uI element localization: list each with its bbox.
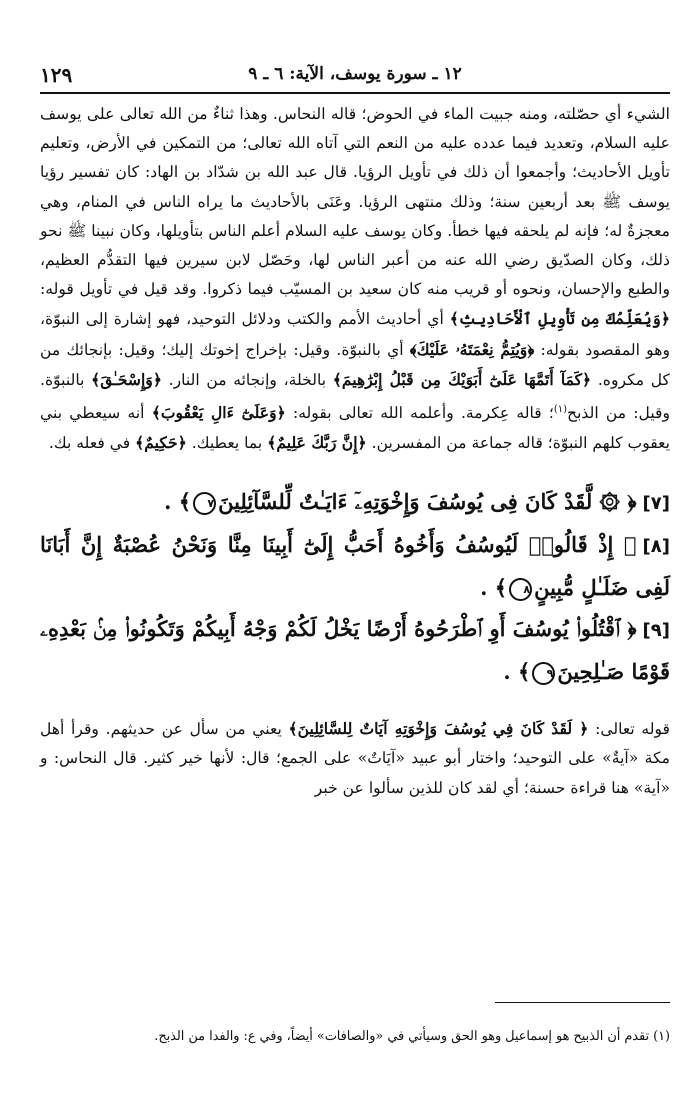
quran-quote: ﴿كَمَآ أَتَمَّهَا عَلَىٰٓ أَبَوَيْكَ مِن قَبْلُ إِبْرَٰهِيمَ﴾ — [332, 369, 592, 389]
text-segment: ؛ قاله عِكرمة. وأعلمه الله تعالى بقوله: — [285, 404, 554, 423]
text-segment: الشيء أي حصّلته، ومنه جبيت الماء في الحوض؛ قاله النحاس. وهذا ثناءٌ من الله تعالى على يوسف عليه السلام، وتعديد فيما عدده عليه من النعم التي آتاه الله تعالى؛ من التمكين في الأرض، وتعليم تأويل الأحاديث؛ وأجمعوا أن ذلك في تأويل الرؤيا. قال عبد الله بن شدّاد بن الهاد: كان تفسير رؤيا يوسف ﷺ بعد أربعين سنة؛ وذلك منتهى الرؤيا. وعَنَى بالأحاديث ما يراه الناس في المنام، وهي معجزةٌ له؛ فإنه لم يلحقه فيها خطأ. وكان يوسف عليه السلام أعلم الناس بتأويلها، وكان نبينا ﷺ نحو ذلك، وكان الصدّيق رضي الله عنه من أعبر الناس لها، وحَصّل لابن سيرين فيها التقدُّم العظيم، والطبع والإحسان، ونحوه أو قريب منه كان سعيد بن المسيّب فيما ذكروا. وقد قيل في تأويل قوله: — [40, 105, 670, 299]
footnote-marker: (١) — [553, 404, 567, 416]
verse-number: [٧] — [642, 492, 670, 514]
ayah-end-marker: ٩ — [532, 662, 555, 685]
footnote: (١) تقدم أن الذبيح هو إسماعيل وهو الحق وسيأتي في «والصافات» أيضاً، وفي ع: والفدا من الذبح. — [154, 1029, 670, 1044]
verse-text: ﴿ إِذْ قَالُوا۟ لَيُوسُفُ وَأَخُوهُ أَحَبُّ إِلَىٰٓ أَبِينَا مِنَّا وَنَحْنُ عُصْبَةٌ إِنَّ أَبَانَا لَفِى ضَلَـٰلٍ مُّبِينٍ — [40, 531, 670, 600]
verse-text: ﴿ ٱقْتُلُوا۟ يُوسُفَ أَوِ ٱطْرَحُوهُ أَرْضًا يَخْلُ لَكُمْ وَجْهُ أَبِيكُمْ وَتَكُونُوا۟ مِنۢ بَعْدِهِۦ قَوْمًا صَـٰلِحِينَ — [40, 615, 670, 684]
verse-text: ﴿ ۞ لَّقَدْ كَانَ فِى يُوسُفَ وَإِخْوَتِهِۦٓ ءَايَـٰتٌ لِّلسَّآئِلِينَ — [218, 488, 637, 514]
footnote-divider — [495, 1002, 670, 1003]
text-segment: أنه سيعطي بني يعقوب كلهم النبوّة؛ قاله جماعة من المفسرين. — [40, 404, 670, 453]
running-title: ١٢ ـ سورة يوسف، الآية: ٦ ـ ٩ — [248, 64, 462, 84]
quran-quote: ﴿حَكِيمٌ﴾ — [135, 433, 187, 453]
text-segment: أي أحاديث الأمم والكتب ودلائل التوحيد، فهو إشارة إلى النبوّة، وهو المقصود بقوله: — [40, 310, 670, 359]
book-page — [40, 58, 671, 1044]
verses-block — [40, 481, 670, 692]
text-segment: قوله تعالى: — [588, 719, 670, 738]
text-segment: بالخلة، وإنجائه من النار. — [161, 370, 333, 389]
text-segment: يعني من سأل عن حديثهم. وقرأ أهل مكة «آيةٌ» على التوحيد؛ واختار أبو عبيد «آيَاتٌ» على الجمع؛ قال: لأنها خير كثير. قال النحاس: و «آية» هنا قراءة حسنة؛ أي لقد كان للذين سألوا عن خبر — [40, 719, 670, 797]
page-header — [40, 58, 670, 94]
text-segment: في فعله بك. — [48, 434, 136, 453]
quran-quote: ﴿ لَقَدْ كَانَ فِي يُوسُفَ وَإِخْوَتِهِ آيَاتٌ لِلسَّائِلِينَ﴾ — [288, 718, 589, 738]
ayah-end-marker: ٧ — [193, 492, 216, 515]
quran-quote: ﴿وَعَلَىٰٓ ءَالِ يَعْقُوبَ﴾ — [151, 403, 286, 423]
verse-number: [٨] — [642, 535, 670, 557]
quran-quote: ﴿وَإِسْحَـٰقَ﴾ — [91, 369, 162, 389]
verse-end: ﴾ . — [164, 488, 192, 514]
text-segment: بما يعطيك. — [186, 434, 268, 453]
page-number: ١٢٩ — [40, 63, 73, 87]
verse-end: ﴾ . — [503, 658, 531, 684]
verse-9 — [40, 608, 670, 692]
quran-quote: ﴿إِنَّ رَبَّكَ عَلِيمٌ﴾ — [267, 433, 367, 453]
tafsir-paragraph — [40, 100, 670, 459]
verse-number: [٩] — [642, 619, 670, 641]
verse-8 — [40, 524, 670, 608]
quran-quote: ﴿وَيُتِمُّ نِعْمَتَهُۥ عَلَيْكَ﴾ — [409, 339, 535, 359]
verse-end: ﴾ . — [480, 574, 508, 600]
text-segment: أي بالنبوّة. وقيل: بإخراج إخوتك إليك؛ وقيل: بإنجائك من كل مكروه. — [40, 340, 670, 389]
quran-quote: ﴿وَيُعَلِّمُكَ مِن تَأْوِيلِ ٱلْأَحَادِيثِ﴾ — [449, 309, 670, 329]
commentary-paragraph — [40, 714, 670, 804]
verse-7 — [40, 481, 670, 524]
ayah-end-marker: ٨ — [509, 578, 532, 601]
text-segment: بالنبوّة. وقيل: من الذبح — [40, 370, 671, 423]
